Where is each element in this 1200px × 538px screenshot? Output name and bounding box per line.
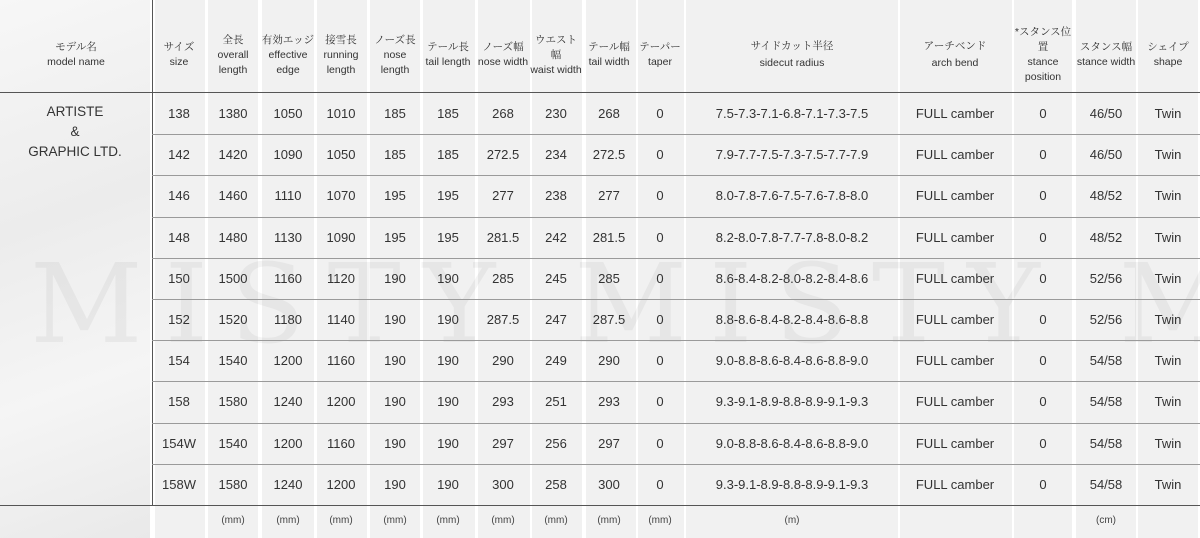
- table-cell-running: 1070: [326, 188, 356, 204]
- table-cell-taper: 0: [656, 312, 664, 328]
- model-name-header-jp: モデル名: [55, 41, 97, 53]
- table-cell-size: 152: [168, 312, 190, 328]
- table-cell-tail_w: 272.5: [592, 147, 626, 163]
- table-cell-shape: Twin: [1154, 476, 1182, 492]
- table-cell-tail_w: 281.5: [592, 229, 626, 245]
- table-cell-waist_w: 258: [545, 476, 567, 492]
- table-cell-stance_pos: 0: [1039, 435, 1047, 451]
- column-header-jp: アーチベンド: [923, 40, 987, 52]
- table-cell-nose_len: 185: [384, 147, 406, 163]
- table-cell-nose_w: 300: [492, 476, 514, 492]
- model-name-line: ARTISTE: [46, 104, 104, 119]
- table-bottom-divider: [0, 505, 1200, 506]
- column-header-shape: [1140, 28, 1196, 82]
- table-cell-size: 154: [168, 353, 190, 369]
- table-cell-shape: Twin: [1154, 435, 1182, 451]
- table-cell-taper: 0: [656, 435, 664, 451]
- table-cell-running: 1160: [327, 353, 355, 369]
- table-cell-arch: FULL camber: [915, 394, 995, 410]
- table-cell-tail_len: 195: [437, 188, 459, 204]
- column-header-overall: [207, 28, 259, 82]
- table-cell-tail_w: 290: [598, 353, 620, 369]
- column-header-jp: テーパー: [639, 41, 681, 53]
- table-cell-arch: FULL camber: [915, 229, 995, 245]
- table-cell-overall: 1420: [218, 147, 248, 163]
- table-cell-arch: FULL camber: [915, 312, 995, 328]
- column-header-arch: [895, 28, 1015, 82]
- table-cell-tail_w: 277: [598, 188, 620, 204]
- table-cell-arch: FULL camber: [915, 147, 995, 163]
- unit-label-effective: (mm): [276, 514, 300, 526]
- column-header-en: taper: [648, 56, 672, 68]
- table-cell-effective: 1160: [274, 270, 302, 286]
- table-cell-tail_len: 195: [437, 229, 459, 245]
- table-cell-effective: 1110: [274, 188, 302, 204]
- column-header-size: [153, 28, 205, 82]
- table-cell-running: 1120: [327, 270, 355, 286]
- table-cell-tail_len: 185: [437, 147, 459, 163]
- column-header-tail_w: [583, 28, 635, 82]
- table-cell-nose_len: 190: [384, 270, 406, 286]
- table-cell-tail_len: 190: [437, 435, 459, 451]
- table-cell-sidecut: 7.5-7.3-7.1-6.8-7.1-7.3-7.5: [715, 106, 869, 122]
- unit-label-sidecut: (m): [784, 514, 800, 526]
- column-header-en: stance position: [1024, 56, 1062, 83]
- column-header-running: [315, 28, 367, 82]
- table-cell-stance_pos: 0: [1039, 353, 1047, 369]
- table-cell-tail_len: 190: [437, 353, 459, 369]
- table-cell-overall: 1460: [218, 188, 248, 204]
- table-cell-stance_w: 52/56: [1089, 270, 1123, 286]
- table-cell-nose_w: 287.5: [486, 312, 520, 328]
- table-cell-tail_w: 285: [598, 270, 620, 286]
- table-cell-running: 1160: [327, 435, 355, 451]
- column-header-nose_len: [369, 28, 421, 82]
- unit-label-tail_len: (mm): [436, 514, 460, 526]
- table-cell-taper: 0: [656, 476, 664, 492]
- table-cell-size: 158W: [162, 476, 196, 492]
- table-cell-arch: FULL camber: [915, 106, 995, 122]
- table-cell-taper: 0: [656, 106, 664, 122]
- column-header-nose_w: [476, 28, 530, 82]
- table-cell-size: 146: [168, 188, 190, 204]
- table-cell-sidecut: 9.0-8.8-8.6-8.4-8.6-8.8-9.0: [715, 353, 869, 369]
- column-header-en: arch bend: [931, 57, 979, 69]
- table-cell-shape: Twin: [1154, 312, 1182, 328]
- table-cell-overall: 1540: [218, 435, 248, 451]
- table-cell-nose_len: 190: [384, 394, 406, 410]
- table-cell-sidecut: 9.0-8.8-8.6-8.4-8.6-8.8-9.0: [715, 435, 869, 451]
- table-cell-nose_len: 190: [384, 353, 406, 369]
- column-header-stance_pos: [1013, 28, 1073, 82]
- column-header-en: stance width: [1076, 56, 1136, 68]
- column-header-stance_w: [1075, 28, 1137, 82]
- table-cell-nose_w: 290: [492, 353, 514, 369]
- column-header-en: tail width: [588, 56, 630, 68]
- table-cell-waist_w: 256: [545, 435, 567, 451]
- table-cell-nose_len: 190: [384, 476, 406, 492]
- table-cell-stance_pos: 0: [1039, 106, 1047, 122]
- column-header-en: nose width: [477, 56, 529, 68]
- table-cell-stance_w: 46/50: [1089, 106, 1123, 122]
- table-cell-stance_pos: 0: [1039, 270, 1047, 286]
- table-cell-effective: 1200: [273, 353, 303, 369]
- model-name-line: GRAPHIC LTD.: [28, 144, 122, 159]
- table-cell-taper: 0: [656, 229, 664, 245]
- column-header-jp: 全長: [222, 33, 244, 46]
- table-cell-taper: 0: [656, 188, 664, 204]
- column-header-sidecut: [692, 28, 892, 82]
- table-cell-size: 150: [168, 270, 190, 286]
- column-header-jp: サイドカット半径: [750, 40, 834, 52]
- table-cell-running: 1140: [327, 312, 355, 328]
- column-header-jp: ノーズ幅: [482, 41, 524, 53]
- table-cell-running: 1010: [326, 106, 356, 122]
- column-header-jp: サイズ: [163, 41, 195, 53]
- table-cell-overall: 1580: [218, 394, 248, 410]
- table-cell-stance_w: 52/56: [1089, 312, 1123, 328]
- unit-label-taper: (mm): [648, 514, 672, 526]
- table-cell-overall: 1540: [218, 353, 248, 369]
- table-cell-nose_w: 293: [492, 394, 514, 410]
- column-header-en: nose length: [380, 48, 410, 76]
- table-cell-tail_w: 293: [598, 394, 620, 410]
- table-cell-sidecut: 9.3-9.1-8.9-8.8-8.9-9.1-9.3: [715, 476, 869, 492]
- table-cell-sidecut: 8.0-7.8-7.6-7.5-7.6-7.8-8.0: [715, 188, 869, 204]
- table-cell-nose_len: 195: [384, 229, 406, 245]
- table-cell-nose_len: 190: [384, 435, 406, 451]
- column-header-en: effective edge: [268, 48, 308, 76]
- unit-label-nose_w: (mm): [491, 514, 515, 526]
- table-cell-size: 138: [168, 106, 190, 122]
- table-cell-arch: FULL camber: [915, 476, 995, 492]
- table-cell-stance_w: 54/58: [1089, 353, 1123, 369]
- table-cell-size: 158: [168, 394, 190, 410]
- table-cell-effective: 1180: [274, 312, 302, 328]
- model-name-line: &: [70, 124, 80, 139]
- table-cell-effective: 1050: [273, 106, 303, 122]
- table-cell-stance_w: 54/58: [1089, 476, 1123, 492]
- table-cell-nose_w: 268: [492, 106, 514, 122]
- table-cell-stance_pos: 0: [1039, 229, 1047, 245]
- table-cell-stance_pos: 0: [1039, 188, 1047, 204]
- table-cell-arch: FULL camber: [915, 188, 995, 204]
- table-cell-tail_w: 268: [598, 106, 620, 122]
- table-cell-running: 1050: [326, 147, 356, 163]
- table-cell-nose_w: 281.5: [486, 229, 520, 245]
- table-cell-tail_w: 300: [598, 476, 620, 492]
- column-header-en: shape: [1153, 56, 1183, 68]
- unit-label-stance_pos: [1009, 510, 1077, 530]
- table-cell-effective: 1240: [273, 476, 303, 492]
- table-cell-effective: 1200: [273, 435, 303, 451]
- table-cell-overall: 1500: [218, 270, 248, 286]
- table-cell-waist_w: 230: [545, 106, 567, 122]
- table-cell-shape: Twin: [1154, 229, 1182, 245]
- column-header-effective: [260, 28, 316, 82]
- column-header-jp: 有効エッジ: [261, 33, 315, 46]
- table-cell-taper: 0: [656, 394, 664, 410]
- column-header-jp: シェイプ: [1147, 41, 1189, 53]
- column-header-en: size: [169, 56, 189, 68]
- column-header-jp: ノーズ長: [374, 33, 416, 46]
- table-cell-shape: Twin: [1154, 188, 1182, 204]
- table-cell-overall: 1580: [218, 476, 248, 492]
- table-cell-taper: 0: [656, 147, 664, 163]
- unit-label-size: [149, 510, 209, 530]
- model-name-header: [0, 28, 152, 82]
- table-cell-shape: Twin: [1154, 106, 1182, 122]
- table-cell-arch: FULL camber: [915, 435, 995, 451]
- column-header-jp: テール幅: [588, 41, 630, 53]
- table-cell-nose_len: 185: [384, 106, 406, 122]
- table-cell-stance_w: 54/58: [1089, 394, 1123, 410]
- unit-label-tail_w: (mm): [597, 514, 621, 526]
- table-cell-stance_pos: 0: [1039, 147, 1047, 163]
- table-cell-sidecut: 8.6-8.4-8.2-8.0-8.2-8.4-8.6: [715, 270, 869, 286]
- table-cell-arch: FULL camber: [915, 353, 995, 369]
- column-header-jp: 接雪長: [325, 33, 357, 46]
- column-header-taper: [636, 28, 684, 82]
- table-cell-tail_len: 190: [437, 270, 459, 286]
- table-cell-overall: 1520: [218, 312, 248, 328]
- table-cell-stance_pos: 0: [1039, 312, 1047, 328]
- column-header-tail_len: [422, 28, 474, 82]
- table-cell-running: 1200: [326, 476, 356, 492]
- column-header-waist_w: [530, 28, 582, 82]
- unit-label-arch: [891, 510, 1019, 530]
- table-cell-stance_w: 48/52: [1089, 229, 1123, 245]
- table-cell-tail_len: 185: [437, 106, 459, 122]
- table-cell-taper: 0: [656, 353, 664, 369]
- table-cell-shape: Twin: [1154, 394, 1182, 410]
- table-cell-running: 1200: [326, 394, 356, 410]
- model-name: [0, 102, 150, 162]
- column-header-en: running length: [323, 48, 359, 76]
- unit-label-shape: [1136, 510, 1200, 530]
- table-cell-stance_w: 46/50: [1089, 147, 1123, 163]
- table-cell-tail_len: 190: [437, 476, 459, 492]
- table-cell-nose_w: 277: [492, 188, 514, 204]
- table-cell-size: 154W: [162, 435, 196, 451]
- table-cell-tail_len: 190: [437, 394, 459, 410]
- model-name-header-en: model name: [47, 56, 105, 68]
- table-cell-waist_w: 234: [545, 147, 567, 163]
- table-cell-shape: Twin: [1154, 353, 1182, 369]
- table-cell-effective: 1130: [274, 229, 302, 245]
- table-cell-nose_w: 297: [492, 435, 514, 451]
- table-cell-stance_pos: 0: [1039, 476, 1047, 492]
- table-cell-stance_w: 48/52: [1089, 188, 1123, 204]
- column-header-jp: スタンス幅: [1079, 41, 1133, 53]
- table-cell-sidecut: 7.9-7.7-7.5-7.3-7.5-7.7-7.9: [715, 147, 869, 163]
- table-cell-nose_len: 190: [384, 312, 406, 328]
- table-cell-tail_len: 190: [437, 312, 459, 328]
- table-cell-sidecut: 8.2-8.0-7.8-7.7-7.8-8.0-8.2: [715, 229, 869, 245]
- table-cell-arch: FULL camber: [915, 270, 995, 286]
- table-cell-sidecut: 8.8-8.6-8.4-8.2-8.4-8.6-8.8: [715, 312, 869, 328]
- table-cell-shape: Twin: [1154, 270, 1182, 286]
- table-cell-nose_w: 285: [492, 270, 514, 286]
- table-cell-tail_w: 287.5: [592, 312, 626, 328]
- table-cell-taper: 0: [656, 270, 664, 286]
- table-cell-overall: 1480: [218, 229, 248, 245]
- column-header-jp: ウエスト幅: [535, 33, 577, 61]
- unit-label-running: (mm): [329, 514, 353, 526]
- table-cell-sidecut: 9.3-9.1-8.9-8.8-8.9-9.1-9.3: [715, 394, 869, 410]
- table-cell-waist_w: 242: [545, 229, 567, 245]
- unit-label-nose_len: (mm): [383, 514, 407, 526]
- table-cell-running: 1090: [326, 229, 356, 245]
- column-header-en: waist width: [530, 63, 582, 76]
- column-header-en: sidecut radius: [759, 57, 825, 69]
- table-cell-waist_w: 249: [545, 353, 567, 369]
- table-cell-waist_w: 238: [545, 188, 567, 204]
- table-cell-waist_w: 251: [545, 394, 567, 410]
- unit-label-overall: (mm): [221, 514, 245, 526]
- table-cell-waist_w: 247: [545, 312, 567, 328]
- column-header-en: overall length: [217, 48, 249, 76]
- unit-label-waist_w: (mm): [544, 514, 568, 526]
- table-cell-overall: 1380: [218, 106, 248, 122]
- table-cell-size: 142: [168, 147, 190, 163]
- table-cell-effective: 1090: [273, 147, 303, 163]
- table-cell-nose_len: 195: [384, 188, 406, 204]
- column-header-jp: *スタンス位置: [1014, 26, 1072, 53]
- table-cell-shape: Twin: [1154, 147, 1182, 163]
- column-header-jp: テール長: [427, 41, 469, 53]
- table-cell-stance_pos: 0: [1039, 394, 1047, 410]
- table-cell-tail_w: 297: [598, 435, 620, 451]
- unit-label-stance_w: (cm): [1096, 514, 1116, 526]
- column-header-en: tail length: [425, 56, 471, 68]
- table-cell-waist_w: 245: [545, 270, 567, 286]
- table-cell-stance_w: 54/58: [1089, 435, 1123, 451]
- table-cell-nose_w: 272.5: [486, 147, 520, 163]
- table-cell-size: 148: [168, 229, 190, 245]
- table-cell-effective: 1240: [273, 394, 303, 410]
